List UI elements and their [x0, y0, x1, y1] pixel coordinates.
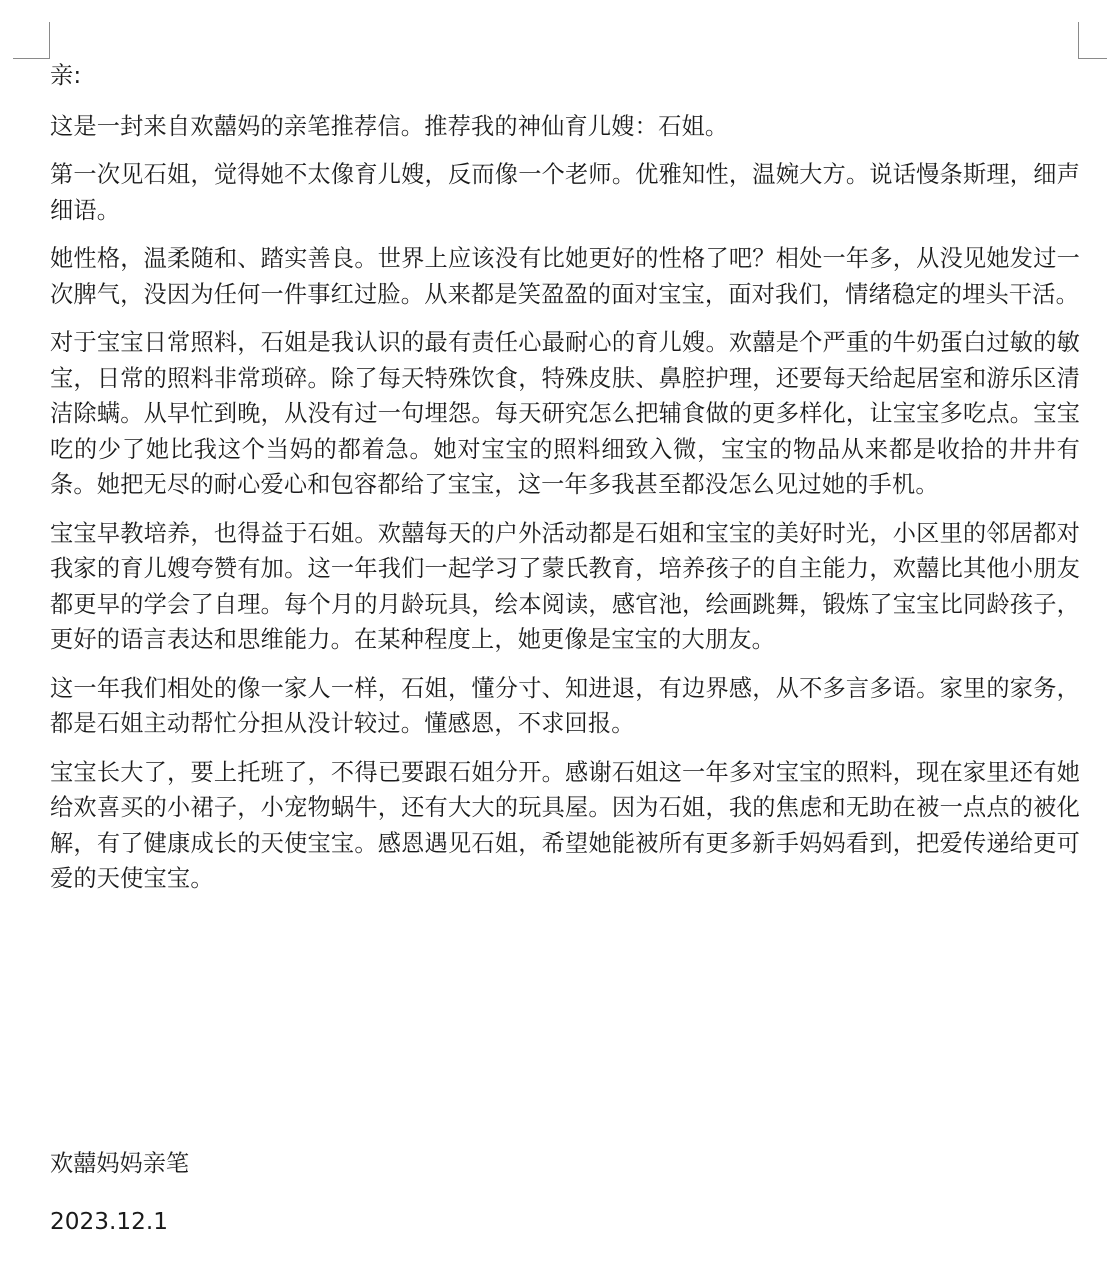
letter-paragraph: 这是一封来自欢囍妈的亲笔推荐信。推荐我的神仙育儿嫂：石姐。 — [50, 112, 729, 140]
letter-date: 2023.12.1 — [50, 1208, 169, 1235]
letter-paragraph: 这一年我们相处的像一家人一样，石姐，懂分寸、知进退，有边界感，从不多言多语。家里的家务，都是石姐主动帮忙分担从没计较过。懂感恩，不求回报。 — [50, 674, 1080, 737]
letter-body — [50, 58, 1080, 910]
letter-paragraph: 宝宝早教培养，也得益于石姐。欢囍每天的户外活动都是石姐和宝宝的美好时光，小区里的邻居都对我家的育儿嫂夸赞有加。这一年我们一起学习了蒙氏教育，培养孩子的自主能力，欢囍比其他小朋友都更早的学会了自理。每个月的月龄玩具，绘本阅读，感官池，绘画跳舞，锻炼了宝宝比同龄孩子，更好的语言表达和思维能力。在某种程度上，她更像是宝宝的大朋友。 — [50, 519, 1080, 653]
letter-paragraph: 她性格，温柔随和、踏实善良。世界上应该没有比她更好的性格了吧？相处一年多，从没见她发过一次脾气，没因为任何一件事红过脸。从来都是笑盈盈的面对宝宝，面对我们，情绪稳定的埋头干活。 — [50, 245, 1080, 308]
letter-paragraph: 对于宝宝日常照料，石姐是我认识的最有责任心最耐心的育儿嫂。欢囍是个严重的牛奶蛋白过敏的敏宝，日常的照料非常琐碎。除了每天特殊饮食，特殊皮肤、鼻腔护理，还要每天给起居室和游乐区清洁除螨。从早忙到晚，从没有过一句埋怨。每天研究怎么把辅食做的更多样化，让宝宝多吃点。宝宝吃的少了她比我这个当妈的都着急。她对宝宝的照料细致入微，宝宝的物品从来都是收拾的井井有条。她把无尽的耐心爱心和包容都给了宝宝，这一年多我甚至都没怎么见过她的手机。 — [50, 329, 1080, 498]
letter-salutation: 亲: — [50, 62, 82, 89]
top-right-corner-mark — [1078, 22, 1107, 59]
letter-paragraph: 宝宝长大了，要上托班了，不得已要跟石姐分开。感谢石姐这一年多对宝宝的照料，现在家里还有她给欢喜买的小裙子，小宠物蜗牛，还有大大的玩具屋。因为石姐，我的焦虑和无助在被一点点的被化解，有了健康成长的天使宝宝。感恩遇见石姐，希望她能被所有更多新手妈妈看到，把爱传递给更可爱的天使宝宝。 — [50, 758, 1080, 892]
letter-paragraph: 第一次见石姐，觉得她不太像育儿嫂，反而像一个老师。优雅知性，温婉大方。说话慢条斯理，细声细语。 — [50, 161, 1080, 224]
top-left-corner-mark — [13, 22, 50, 59]
letter-signature: 欢囍妈妈亲笔 — [50, 1150, 190, 1177]
